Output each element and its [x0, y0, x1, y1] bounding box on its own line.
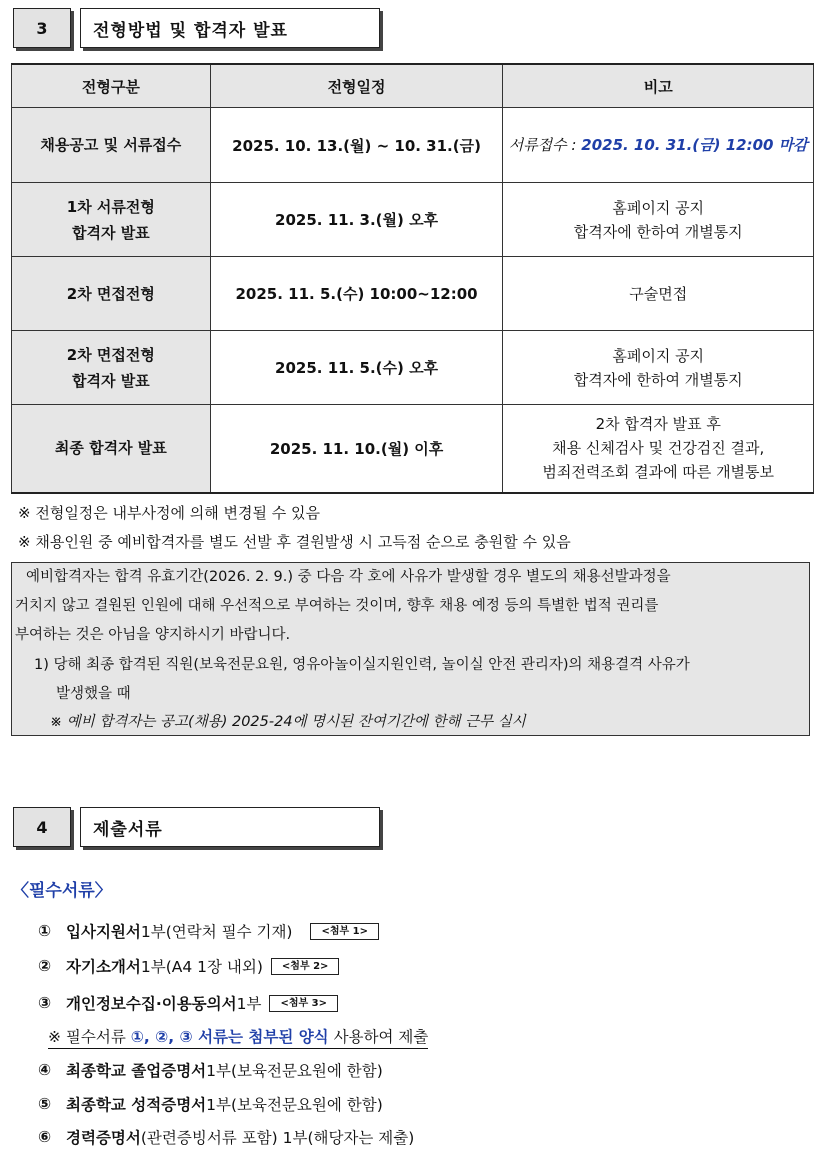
date-cell: 2025. 11. 5.(수) 오후 [210, 331, 503, 405]
category-cell: 2차 면접전형 [12, 257, 211, 331]
item-marker: ② [38, 957, 52, 975]
date-cell: 2025. 11. 10.(월) 이후 [210, 405, 503, 493]
box-line: 거치지 않고 결원된 인원에 대해 우선적으로 부여하는 것이며, 향후 채용 예정 등의 특별한 법적 권리를 [15, 598, 659, 614]
date-cell: 2025. 11. 3.(월) 오후 [210, 183, 503, 257]
doc-name: 경력증명서 [66, 1129, 141, 1147]
list-item [38, 920, 379, 942]
box-line: 부여하는 것은 아님을 양지하시기 바랍니다. [15, 627, 291, 643]
box-note: ※ 예비 합격자는 공고(채용) 2025-24에 명시된 잔여기간에 한해 근무 실시 [50, 714, 526, 730]
doc-name: 자기소개서 [66, 958, 141, 976]
doc-detail: (관련증빙서류 포함) 1부(해당자는 제출) [140, 1129, 415, 1147]
column-header: 비고 [503, 64, 814, 108]
category-cell: 최종 합격자 발표 [12, 405, 211, 493]
doc-detail: 1부(연락처 필수 기재) [140, 923, 293, 941]
section-title: 제출서류 [80, 807, 380, 847]
doc-detail: 1부(A4 1장 내외) [140, 958, 263, 976]
category-line: 1차 서류전형 [66, 197, 155, 216]
table-row [12, 405, 814, 493]
note-cell [503, 405, 814, 493]
note-text: ※ 전형일정은 내부사정에 의해 변경될 수 있음 [18, 504, 320, 522]
list-item [38, 1126, 414, 1148]
note-cell [503, 331, 814, 405]
list-item [38, 1059, 383, 1081]
attachment-label: <첨부 2> [271, 958, 340, 975]
category-line: 합격자 발표 [72, 371, 150, 390]
category-cell: 채용공고 및 서류접수 [12, 108, 211, 183]
table-row [12, 108, 814, 183]
column-header: 전형구분 [12, 64, 211, 108]
item-marker: ⑤ [38, 1095, 52, 1113]
date-cell: 2025. 11. 5.(수) 10:00~12:00 [210, 257, 503, 331]
date-cell: 2025. 10. 13.(월) ~ 10. 31.(금) [210, 108, 503, 183]
category-cell [12, 183, 211, 257]
section-number: 3 [13, 8, 71, 48]
box-line: 발생했을 때 [56, 686, 131, 702]
section-title: 전형방법 및 합격자 발표 [80, 8, 380, 48]
attachment-label: <첨부 3> [269, 995, 338, 1012]
box-line: 1) 당해 최종 합격된 직원(보육전문요원, 영유아놀이실지원인력, 놀이실 안전 관리자)의 채용결격 사유가 [34, 657, 690, 673]
note-cell: 구술면접 [503, 257, 814, 331]
doc-detail: 1부(보육전문요원에 한함) [206, 1096, 383, 1114]
item-marker: ③ [38, 994, 52, 1012]
item-marker: ① [38, 922, 52, 940]
list-item [38, 955, 339, 977]
table-row [12, 331, 814, 405]
item-marker: ⑥ [38, 1128, 52, 1146]
doc-detail: 1부 [236, 995, 262, 1013]
schedule-table [11, 63, 814, 494]
note-line: 2차 합격자 발표 후 [595, 415, 721, 434]
reserve-info-box [11, 562, 810, 736]
note-text: ※ 채용인원 중 예비합격자를 별도 선발 후 결원발생 시 고득점 순으로 충원할 수 있음 [18, 533, 571, 551]
required-docs-heading: 〈필수서류〉 [12, 881, 112, 901]
note-cell [503, 183, 814, 257]
schedule-notes [18, 499, 571, 557]
note-prefix: ※ 필수서류 [48, 1028, 131, 1046]
category-cell [12, 331, 211, 405]
note-prefix: 서류접수 : [508, 136, 582, 154]
doc-name: 최종학교 성적증명서 [66, 1096, 207, 1114]
doc-name: 입사지원서 [66, 923, 141, 941]
note-line: 합격자에 한하여 개별통지 [573, 222, 743, 241]
note-line: 홈페이지 공지 [612, 198, 705, 217]
deadline-highlight: 2025. 10. 31.(금) 12:00 마감 [581, 136, 808, 154]
item-marker: ④ [38, 1061, 52, 1079]
note-cell [503, 108, 814, 183]
table-row [12, 257, 814, 331]
table-row [12, 183, 814, 257]
list-item [38, 1093, 383, 1115]
doc-name: 개인정보수집·이용동의서 [66, 995, 237, 1013]
note-line: 채용 신체검사 및 건강검진 결과, [552, 439, 765, 458]
attachment-label: <첨부 1> [310, 923, 379, 940]
required-note [48, 1026, 428, 1049]
note-suffix: 사용하여 제출 [328, 1028, 429, 1046]
note-line: 범죄전력조회 결과에 따른 개별통보 [542, 463, 775, 482]
column-header: 전형일정 [210, 64, 503, 108]
category-line: 합격자 발표 [72, 223, 150, 242]
doc-name: 최종학교 졸업증명서 [66, 1062, 207, 1080]
doc-detail: 1부(보육전문요원에 한함) [206, 1062, 383, 1080]
list-item [38, 992, 338, 1014]
table-header-row [12, 64, 814, 108]
note-line: 합격자에 한하여 개별통지 [573, 370, 743, 389]
category-line: 2차 면접전형 [66, 345, 155, 364]
note-highlight: ①, ②, ③ 서류는 첨부된 양식 [130, 1028, 329, 1046]
note-line: 홈페이지 공지 [612, 346, 705, 365]
box-line: 예비합격자는 합격 유효기간(2026. 2. 9.) 중 다음 각 호에 사유가 발생할 경우 별도의 채용선발과정을 [26, 569, 671, 585]
section-number: 4 [13, 807, 71, 847]
